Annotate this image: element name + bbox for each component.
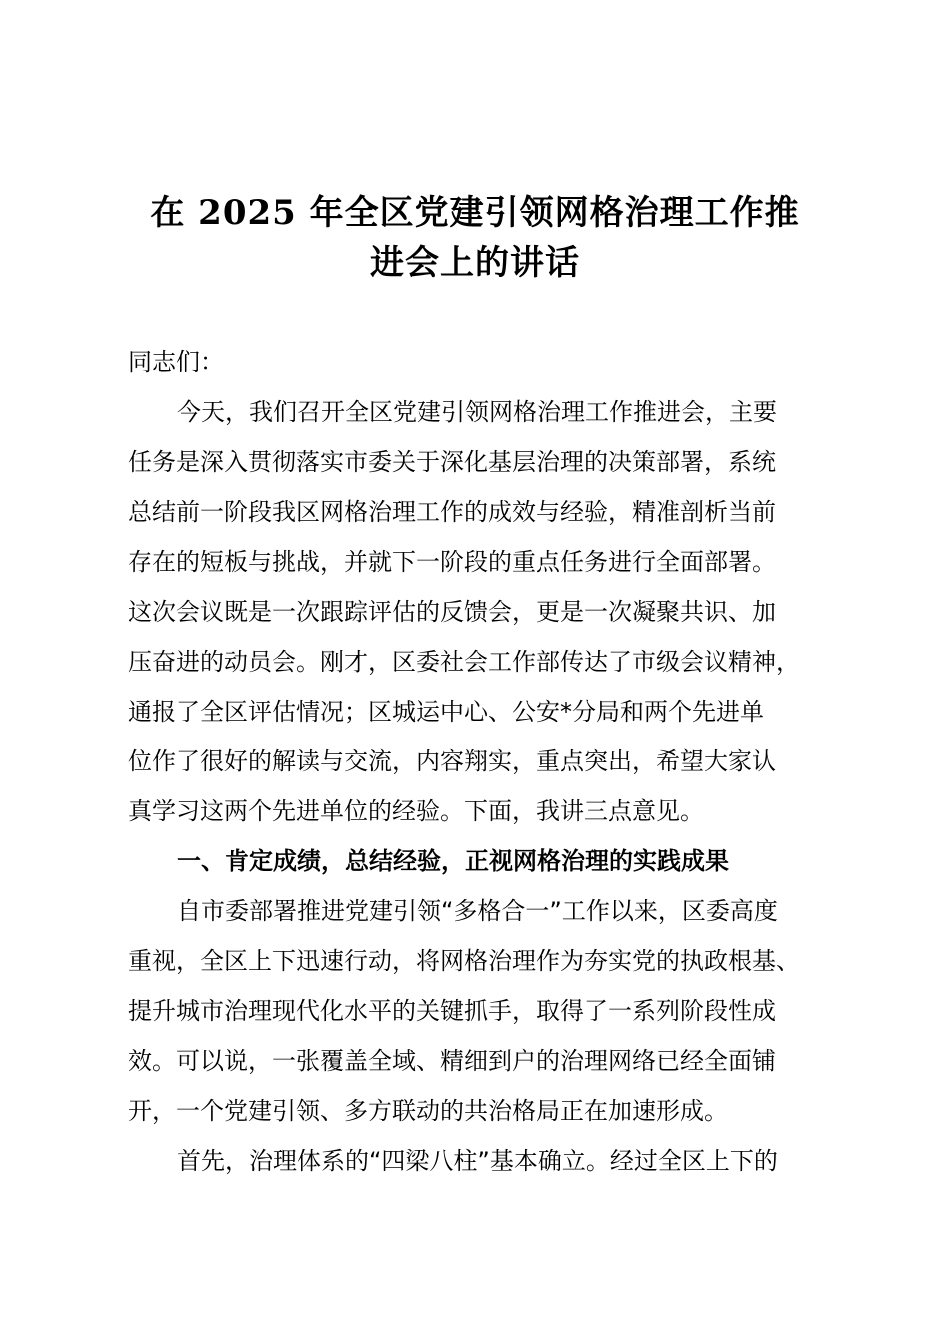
body-line: 任务是深入贯彻落实市委关于深化基层治理的决策部署，系统 [128,448,776,476]
document-title-line-1: 在 2025 年全区党建引领网格治理工作推 [150,193,800,233]
body-line: 重视，全区上下迅速行动，将网格治理作为夯实党的执政根基、 [128,947,800,975]
body-line: 位作了很好的解读与交流，内容翔实，重点突出，希望大家认 [128,747,776,775]
body-line: 提升城市治理现代化水平的关键抓手，取得了一系列阶段性成 [128,997,776,1025]
section-heading: 一、肯定成绩，总结经验，正视网格治理的实践成果 [177,847,729,875]
body-line: 自市委部署推进党建引领“多格合一”工作以来，区委高度 [177,897,778,925]
body-line: 总结前一阶段我区网格治理工作的成效与经验，精准剖析当前 [128,498,776,526]
body-line: 效。可以说，一张覆盖全域、精细到户的治理网络已经全面铺 [128,1047,776,1075]
body-line: 通报了全区评估情况；区城运中心、公安*分局和两个先进单 [128,698,764,726]
body-line: 存在的短板与挑战，并就下一阶段的重点任务进行全面部署。 [128,548,776,576]
body-line: 压奋进的动员会。刚才，区委社会工作部传达了市级会议精神， [128,648,800,676]
body-line: 开，一个党建引领、多方联动的共治格局正在加速形成。 [128,1097,728,1125]
salutation: 同志们： [128,348,224,376]
document-title-line-2: 进会上的讲话 [370,243,580,283]
body-line: 首先，治理体系的“四梁八柱”基本确立。经过全区上下的 [177,1147,778,1175]
body-line: 今天，我们召开全区党建引领网格治理工作推进会，主要 [177,398,777,426]
body-line: 这次会议既是一次跟踪评估的反馈会，更是一次凝聚共识、加 [128,598,776,626]
body-line: 真学习这两个先进单位的经验。下面，我讲三点意见。 [128,797,704,825]
